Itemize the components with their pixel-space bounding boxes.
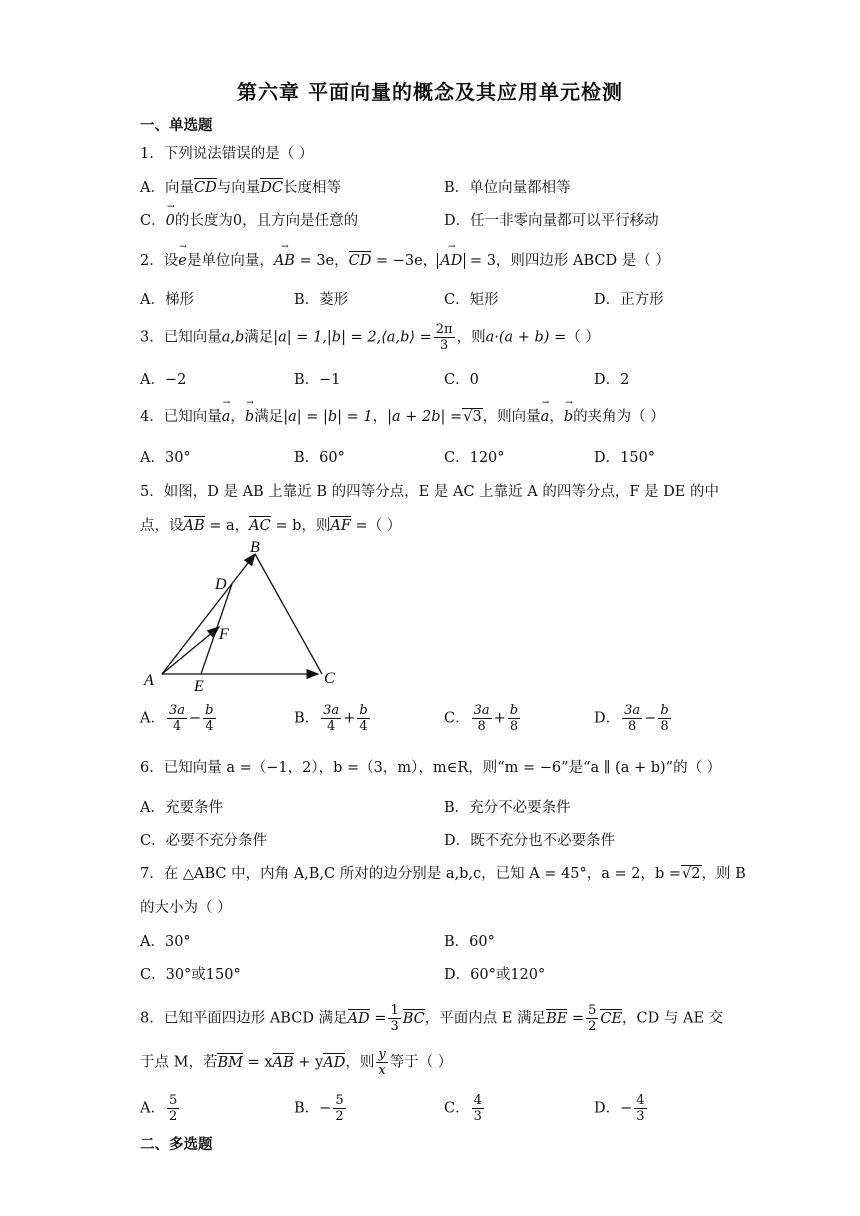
question-8-option-a: A． $\frac{5}{2}$ [140,1093,178,1124]
vector-ab: AB [272,1054,294,1071]
question-6-stem: 6．已知向量 a =（−1，2），b =（3，m），m∈R，则“m = −6”是“a ∥ (a + b)”的（ ） [140,760,722,776]
label-d: D [215,576,227,593]
vector-ac: AC [249,518,271,534]
question-5-option-c: C． $\frac{3a}{8}$ + $\frac{b}{8}$ [444,703,519,734]
question-7-option-d: D．60°或120° [444,967,546,983]
question-1-option-d: D．任一非零向量都可以平行移动 [444,213,659,229]
question-4-option-c: C．120° [444,450,505,466]
question-6-option-c: C．必要不充分条件 [140,833,268,849]
label-f: F [219,626,229,643]
question-3-stem: 3．已知向量a,b满足|a| = 1,|b| = 2,⟨a,b⟩ = $\frac{2\pi}{3}$ ，则a·(a + b) =（ ） [140,322,600,353]
question-1-option-c: C． → 0的长度为0，且方向是任意的 [140,202,359,229]
question-1-stem: 1．下列说法错误的是（ ） [140,146,314,162]
vector-b: → b [244,398,255,425]
question-4-option-b: B．60° [294,450,345,466]
vector-a: → a [540,398,550,425]
vector-ce: CE [600,1010,623,1027]
question-8-option-c: C． $\frac{4}{3}$ [444,1093,482,1124]
vector-ab: AB [183,518,205,534]
question-5-option-d: D． $\frac{3a}{8}$ − $\frac{b}{8}$ [594,703,669,734]
question-7-option-b: B．60° [444,934,495,950]
vector-cd: CD [193,180,217,196]
question-8-option-d: D．− $\frac{4}{3}$ [594,1093,645,1124]
question-7-option-a: A．30° [140,934,191,950]
vector-ab: → AB [273,242,295,269]
vector-be: BE [546,1010,568,1027]
question-8-stem-line-2: 于点 M，若 BM = x AB + y AD，则 $\frac{y}{x}$ 等于（ ） [140,1047,453,1078]
question-5-stem-line-1: 5．如图，D 是 AB 上靠近 B 的四等分点，E 是 AC 上靠近 A 的四等分点，F 是 DE 的中 [140,484,719,500]
side-bc [255,554,322,674]
triangle-figure [140,534,350,694]
question-3-option-c: C．0 [444,372,479,388]
label-b: B [250,539,260,556]
question-4-option-d: D．150° [594,450,656,466]
question-2-option-a: A．梯形 [140,292,194,308]
vector-ad: → AD [440,242,463,269]
vector-a: → a [221,398,231,425]
vector-af: AF [330,518,351,534]
question-3-option-a: A．−2 [140,372,187,388]
zero-vector: → 0 [165,202,175,229]
question-5-option-b: B． $\frac{3a}{4}$ + $\frac{b}{4}$ [294,703,368,734]
label-c: C [324,670,335,687]
question-1-option-b: B．单位向量都相等 [444,180,571,196]
question-3-option-d: D．2 [594,372,630,388]
vector-af-arrow [162,627,219,674]
question-6-option-a: A．充要条件 [140,800,223,816]
question-5-option-a: A． $\frac{3a}{4}$ − $\frac{b}{4}$ [140,703,214,734]
vector-ad: AD [347,1010,370,1027]
question-7-option-c: C．30°或150° [140,967,241,983]
question-2-option-c: C．矩形 [444,292,499,308]
fraction-2pi-over-3: $\frac{2\pi}{3}$ [435,322,453,353]
vector-bm: BM [217,1054,243,1071]
sqrt-3: √3 [463,409,482,425]
side-ab-arrow [162,554,255,674]
question-2-stem: 2．设 → e是单位向量， → AB = 3e， CD = −3e， → AD = 3，则四边形 ABCD 是（ ） [140,242,670,269]
vector-cd: CD [348,253,372,269]
question-8-stem-line-1: 8．已知平面四边形 ABCD 满足 AD = $\frac{1}{3}$ BC，平面内点 E 满足 BE = $\frac{5}{2}$ CE，CD 与 AE 交 [140,1003,724,1034]
vector-b: → b [563,398,574,425]
question-7-stem-line-2: 的大小为（ ） [140,900,232,916]
question-3-option-b: B．−1 [294,372,341,388]
sqrt-2: √2 [682,866,701,882]
question-4-option-a: A．30° [140,450,191,466]
section-multiple-choice: 二、多选题 [140,1137,213,1153]
question-2-option-b: B．菱形 [294,292,349,308]
question-8-option-b: B．− $\frac{5}{2}$ [294,1093,344,1124]
vector-ad: AD [323,1054,346,1071]
vector-e: → e [178,242,187,269]
question-6-option-b: B．充分不必要条件 [444,800,571,816]
question-2-option-d: D．正方形 [594,292,664,308]
question-6-option-d: D．既不充分也不必要条件 [444,833,616,849]
question-1-option-a: A．向量 CD与向量 DC长度相等 [140,180,341,196]
vector-dc: DC [260,180,283,196]
section-single-choice: 一、单选题 [140,118,213,134]
label-e: E [194,678,204,694]
question-5-stem-line-2: 点，设 AB = a， AC = b，则 AF =（ ） [140,518,402,534]
question-7-stem-line-1: 7．在 △ABC 中，内角 A,B,C 所对的边分别是 a,b,c，已知 A = 45°，a = 2，b =√2，则 B [140,866,746,882]
label-a: A [144,672,154,689]
page-title: 第六章 平面向量的概念及其应用单元检测 [237,80,623,104]
question-4-stem: 4．已知向量 → a， → b满足|a| = |b| = 1，|a + 2b| =√3，则向量 → a， → b的夹角为（ ） [140,398,665,425]
vector-bc: BC [402,1010,425,1027]
